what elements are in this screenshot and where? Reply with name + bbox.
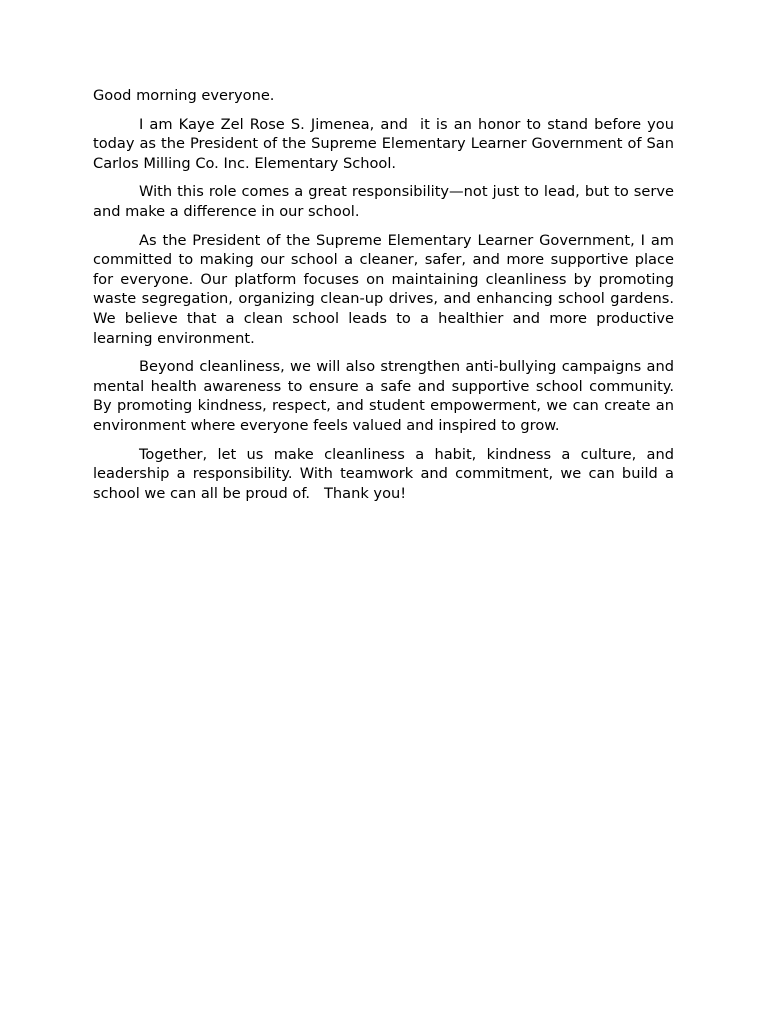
greeting-line: Good morning everyone. (93, 87, 275, 104)
paragraph-introduction: I am Kaye Zel Rose S. Jimenea, and it is an honor to stand before you today as the President of the Supreme Elementary Learner Government of San Carlos Milling Co. Inc. Elementary School. (93, 115, 679, 172)
paragraph-responsibility: With this role comes a great responsibility—not just to lead, but to serve and make a difference in our school. (93, 183, 679, 220)
paragraph-anti-bullying: Beyond cleanliness, we will also strengthen anti-bullying campaigns and mental health awareness to ensure a safe and supportive school community. By promoting kindness, respect, and student empowerment, we can create an environment where everyone feels valued and inspired to grow. (93, 358, 679, 434)
speech-body (93, 86, 679, 503)
paragraph-closing: Together, let us make cleanliness a habit, kindness a culture, and leadership a responsibility. With teamwork and commitment, we can build a school we can all be proud of. Thank you! (93, 445, 679, 502)
paragraph-cleanliness-platform: As the President of the Supreme Elementary Learner Government, I am committed to making our school a cleaner, safer, and more supportive place for everyone. Our platform focuses on maintaining cleanliness by promoting waste segregation, organizing clean-up drives, and enhancing school gardens. We believe that a clean school leads to a healthier and more productive learning environment. (93, 231, 679, 347)
